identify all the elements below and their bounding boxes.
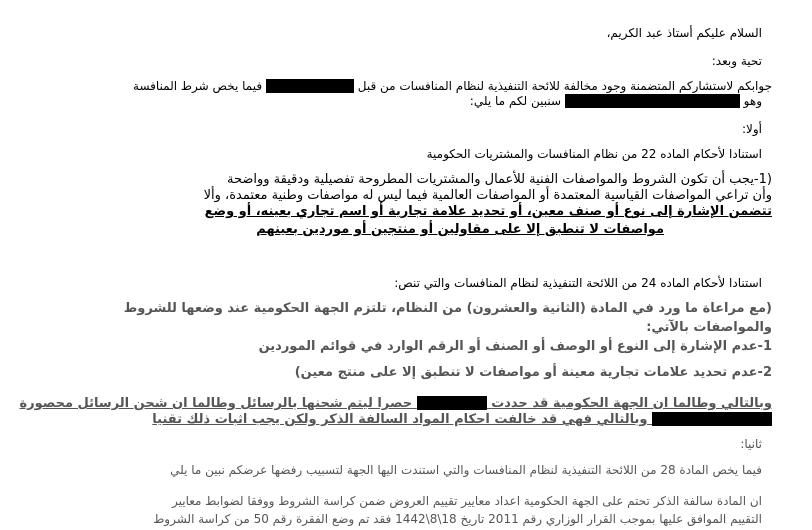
redacted-block	[652, 412, 772, 426]
conclusion-line-1	[20, 396, 773, 411]
section3-heading: ثانيا:	[740, 437, 762, 451]
intro-text-2a: وهو	[743, 94, 762, 108]
section3-line-3: التقييم الموافق عليها بموجب القرار الوزاري رقم 2011 تاريخ 18\8\1442 فقد تم وضع الفقرة رقم 50 من كراسة الشروط	[153, 512, 762, 526]
greeting: السلام عليكم أستاذ عبد الكريم،	[606, 26, 762, 40]
conclusion-text-a: وبالتالي وطالما ان الجهة الحكومية قد حددت	[491, 396, 772, 411]
section1-basis: استنادا لأحكام الماده 22 من نظام المنافسات والمشتريات الحكومية	[426, 147, 762, 161]
article22-text-1: (1-يجب أن تكون الشروط والمواصفات الفنية للأعمال والمشتريات المطروحة تفصيلية ودقيقة وواضحة	[226, 172, 772, 187]
redacted-block	[417, 396, 487, 410]
article22-line-1	[227, 173, 772, 187]
article24-item-2: 2-عدم تحديد علامات تجارية معينة أو مواصفات لا تنطبق إلا على منتج معين)	[294, 365, 772, 380]
conclusion-line-2	[152, 412, 772, 427]
article22-line-2: وأن تراعي المواصفات القياسية المعتمدة أو المواصفات العالمية فيما ليس له مواصفات وطنية معتمدة، وألا	[203, 188, 772, 203]
conclusion-text-c: وبالتالي فهي قد خالفت احكام المواد السالفة الذكر ولكن يجب اثبات ذلك تقنيا	[152, 412, 648, 427]
intro-line-2	[470, 94, 762, 108]
section3-line-2: ان المادة سالفة الذكر تحتم على الجهة الحكومية اعداد معايير تقييم العروض ضمن كراسة الشروط ووفقا لضوابط معايير	[171, 494, 762, 508]
intro-text-1b: جوابكم لاستشاركم المتضمنة وجود مخالفة للائحة التنفيذية لنظام المنافسات من قبل	[357, 79, 772, 93]
article22-line-4: مواصفات لا تنطبق إلا على مقاولين أو منتجين أو موردين بعينهم	[256, 222, 664, 237]
intro-text-1a: فيما يخص شرط المنافسة	[133, 79, 263, 93]
section3-line-1: فيما يخص المادة 28 من اللائحة التنفيذية لنظام المنافسات والتي استندت اليها الجهة لتسبيب رفضها عرضكم نبين ما يلي	[170, 463, 762, 477]
intro-line-1	[133, 79, 772, 93]
article22-line-3: تتضمن الإشارة إلى نوع أو صنف معين، أو تحديد علامة تجارية أو اسم تجاري بعينه، أو وضع	[204, 204, 772, 219]
article24-quote-line-1: (مع مراعاة ما ورد في المادة (الثانية والعشرون) من النظام، تلتزم الجهة الحكومية عند وضعها للشروط	[123, 301, 772, 316]
conclusion-text-b: حصرا ليتم شحنها بالرسائل وطالما ان شحن الرسائل محصورة	[19, 396, 413, 411]
section1-heading: أولا:	[741, 122, 762, 136]
salutation: تحية وبعد:	[711, 54, 762, 68]
redacted-block	[565, 94, 740, 108]
intro-text-2b: سنبين لكم ما يلي:	[469, 94, 562, 108]
section2-basis: استنادا لأحكام الماده 24 من اللائحة التنفيذية لنظام المنافسات والتي تنص:	[394, 276, 762, 290]
article24-item-1: 1-عدم الإشارة إلى النوع أو الوصف أو الصنف أو الرقم الوارد في قوائم الموردين	[258, 339, 772, 354]
article24-quote-line-2: والمواصفات بالآتي:	[646, 320, 772, 335]
redacted-block	[266, 79, 354, 93]
